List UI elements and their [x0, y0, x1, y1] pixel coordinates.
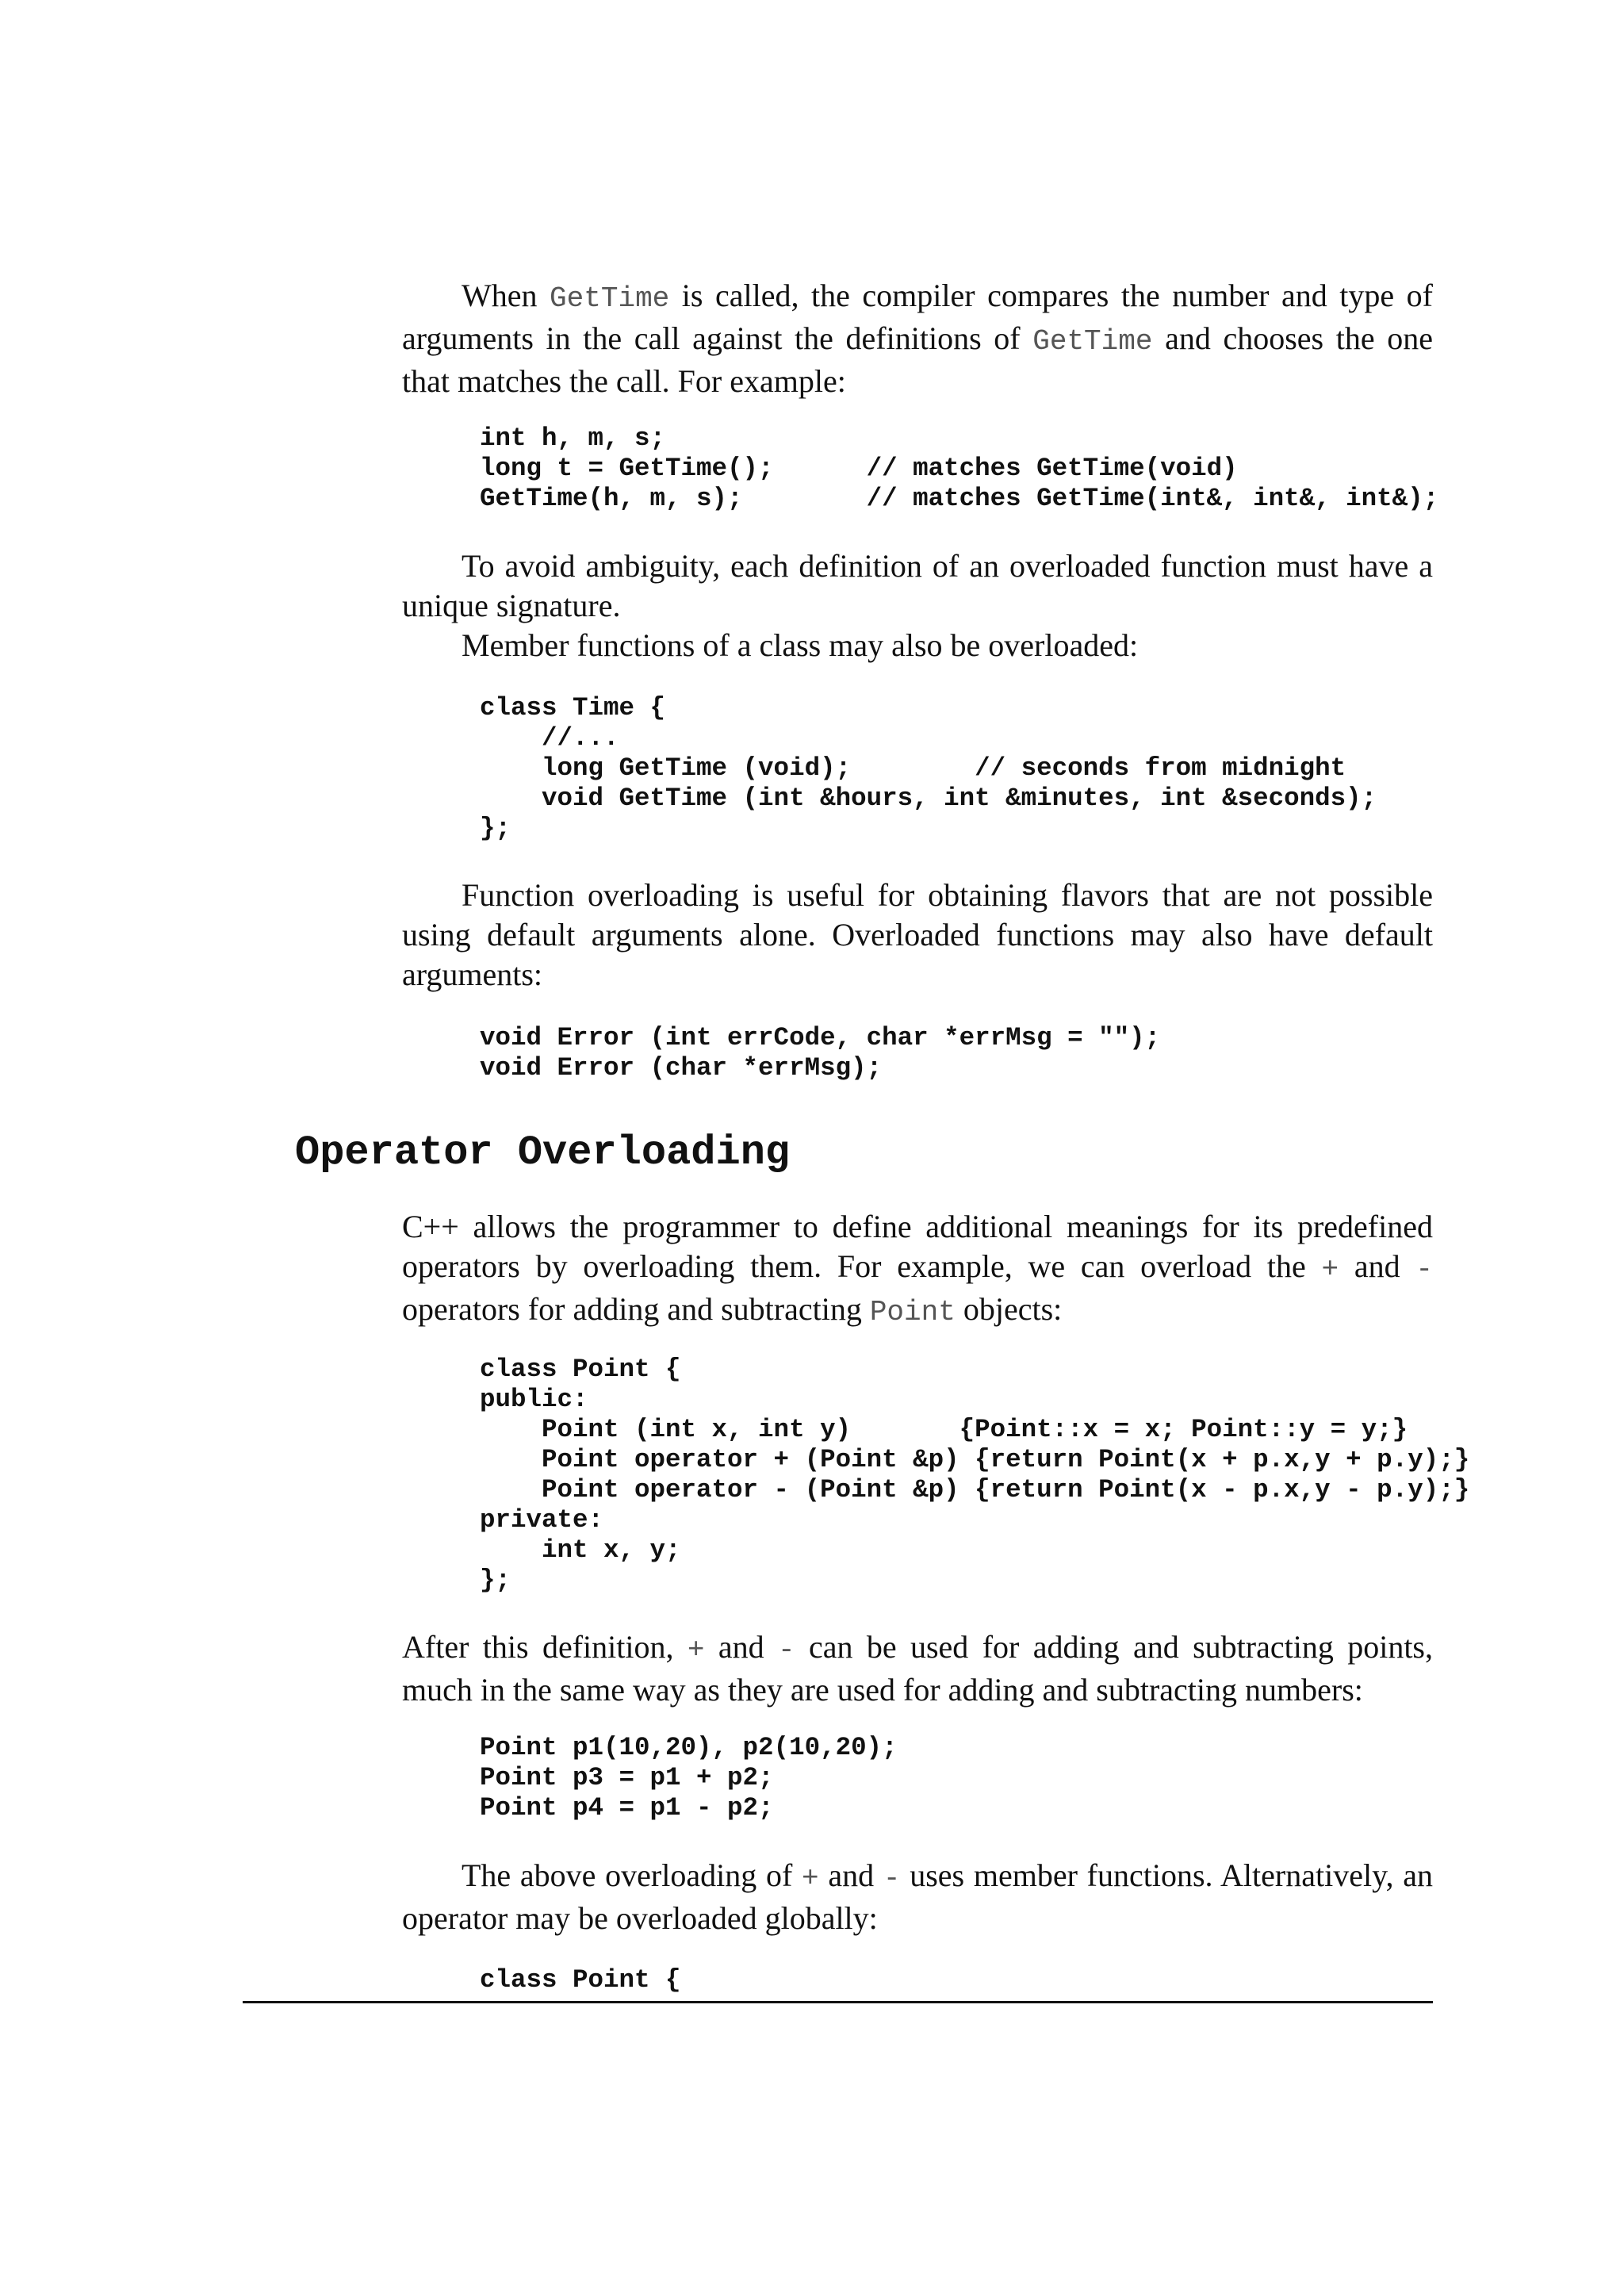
inline-operator-minus: - — [883, 1862, 901, 1895]
inline-operator-plus: + — [1321, 1253, 1339, 1286]
text-run: and — [704, 1629, 778, 1665]
code-block-error — [402, 1023, 1433, 1083]
text-run: can be used for adding and subtracting points, much in the same way as they are used for adding and subtracting numbers: — [402, 1629, 1433, 1708]
text-run: C++ allows the programmer to define additional meanings for its predefined operators by overloading them. For example, we can overload the — [402, 1209, 1433, 1284]
paragraph-text: Function overloading is useful for obtaining flavors that are not possible using default arguments alone. Overloaded functions may also have default arguments: — [402, 877, 1433, 992]
code-listing: class Point { public: Point (int x, int y) {Point::x = x; Point::y = y;} Point operator + (Point &p) {return Point(x + p.x,y + p.y);} Point operator - (Point &p) {return Point(x - p.x,y - p.y);} private: int x, y; }; — [480, 1355, 1470, 1595]
inline-operator-plus: + — [802, 1862, 819, 1895]
text-run: When — [462, 278, 550, 313]
section-paragraph-3 — [402, 1856, 1433, 1938]
code-listing: void Error (int errCode, char *errMsg = ""); void Error (char *errMsg); — [480, 1023, 1161, 1083]
code-block-class-time — [402, 693, 1433, 844]
text-run: is called, the compiler compares the number and type of arguments in the call against the definitions of — [402, 278, 1433, 356]
inline-operator-minus: - — [1415, 1253, 1433, 1286]
code-block-class-point — [402, 1355, 1470, 1596]
text-run: and — [1339, 1248, 1416, 1284]
intro-paragraph-1 — [402, 276, 1433, 401]
code-listing: class Time { //... long GetTime (void); // seconds from midnight void GetTime (int &hours, int &minutes, int &seconds); }; — [480, 693, 1377, 843]
text-run: and chooses the one that matches the call. For example: — [402, 320, 1433, 399]
inline-code-gettime: GetTime — [550, 282, 670, 315]
intro-paragraph-2 — [402, 546, 1433, 626]
text-run: After this definition, — [402, 1629, 688, 1665]
inline-operator-plus: + — [687, 1634, 705, 1666]
inline-code-gettime: GetTime — [1032, 325, 1153, 358]
code-listing: class Point { — [480, 1965, 681, 1995]
inline-code-point: Point — [869, 1296, 956, 1328]
code-block-class-point-global — [402, 1965, 1433, 1995]
section-paragraph-1 — [402, 1207, 1433, 1332]
code-block-gettime-calls — [402, 424, 1439, 514]
text-run: uses member functions. Alternatively, an operator may be overloaded globally: — [402, 1857, 1433, 1936]
footer-rule — [243, 2001, 1433, 2003]
text-run: objects: — [955, 1291, 1063, 1327]
intro-paragraph-3 — [402, 626, 1433, 665]
inline-operator-minus: - — [777, 1634, 795, 1666]
paragraph-text: To avoid ambiguity, each definition of an overloaded function must have a unique signature. — [402, 548, 1433, 623]
text-run: The above overloading of — [462, 1857, 802, 1893]
text-run: and — [818, 1857, 883, 1893]
intro-paragraph-4 — [402, 876, 1433, 995]
paragraph-text: Member functions of a class may also be overloaded: — [462, 627, 1139, 663]
code-block-point-usage — [402, 1733, 1433, 1823]
section-heading: Operator Overloading — [295, 1129, 791, 1176]
text-run: operators for adding and subtracting — [402, 1291, 870, 1327]
section-paragraph-2 — [402, 1627, 1433, 1710]
code-listing: int h, m, s; long t = GetTime(); // matches GetTime(void) GetTime(h, m, s); // matches GetTime(int&, int&, int&); — [480, 424, 1439, 513]
code-listing: Point p1(10,20), p2(10,20); Point p3 = p1 + p2; Point p4 = p1 - p2; — [480, 1733, 898, 1823]
